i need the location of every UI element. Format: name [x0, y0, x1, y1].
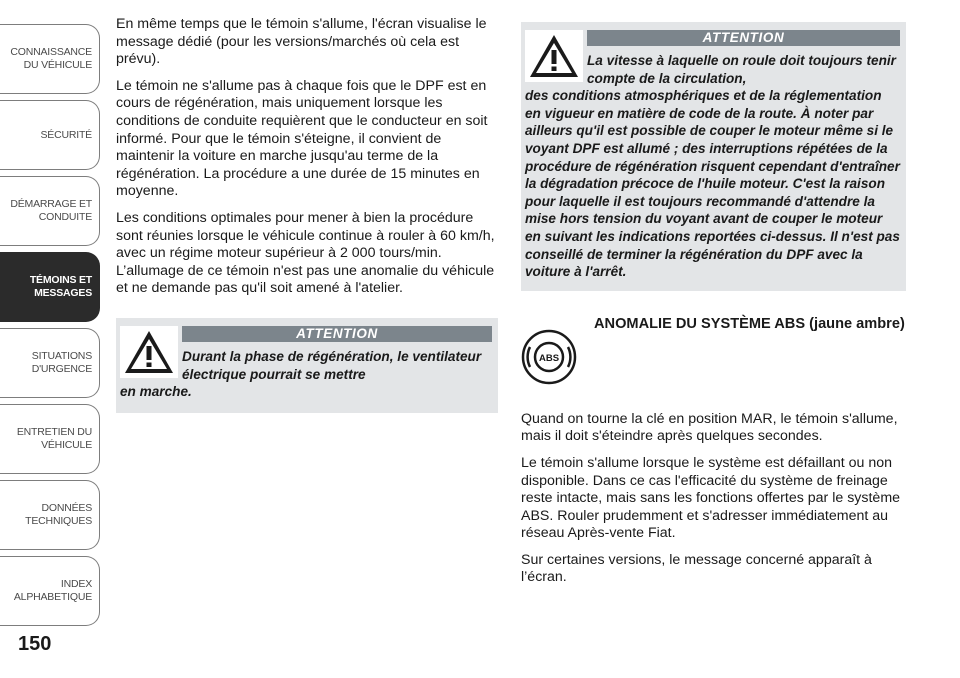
tab-label: INDEX ALPHABETIQUE	[13, 578, 92, 603]
tab-securite[interactable]	[0, 100, 100, 170]
warning-title: ATTENTION	[587, 30, 900, 46]
warning-lead-text: La vitesse à laquelle on roule doit toujours tenir compte de la circulation,	[587, 53, 896, 86]
right-column	[521, 22, 906, 596]
tab-label: TÉMOINS ET MESSAGES	[29, 274, 92, 299]
tab-situations-d-urgence[interactable]	[0, 328, 100, 398]
abs-section	[521, 315, 906, 385]
left-column	[116, 16, 498, 413]
tab-donnees-techniques[interactable]	[0, 480, 100, 550]
tab-connaissance-du-vehicule[interactable]	[0, 24, 100, 94]
paragraph: Sur certaines versions, le message concerné apparaît à l’écran.	[521, 551, 872, 586]
tab-label: DONNÉES TECHNIQUES	[25, 502, 92, 527]
tab-label: SITUATIONS D'URGENCE	[31, 350, 92, 375]
abs-body	[521, 411, 906, 587]
abs-warning-light-icon	[521, 329, 577, 385]
warning-text: en marche.	[120, 384, 192, 400]
warning-lead-text: Durant la phase de régénération, le ventilateur électrique pourrait se mettre	[182, 348, 482, 382]
section-heading	[594, 315, 905, 333]
warning-box-regeneration	[116, 318, 498, 413]
tab-index-alphabetique[interactable]	[0, 556, 100, 626]
paragraph: Le témoin ne s'allume pas à chaque fois que le DPF est en cours de régénération, mais uniquement lorsque les conditions de conduite requièrent que le conducteur en soit informé. Pour que le témoin s'éteigne, il convient de maintenir la voiture en marche jusqu'au terme de la régénération. La procédure a une durée de 15 minutes en moyenne.	[116, 77, 488, 200]
tab-label: SÉCURITÉ	[40, 128, 92, 141]
tab-temoins-et-messages[interactable]	[0, 252, 100, 322]
heading-color-note: (jaune ambre)	[805, 315, 905, 332]
paragraph: Quand on tourne la clé en position MAR, le témoin s'allume, mais il doit s'éteindre après quelques secondes.	[521, 410, 898, 445]
warning-triangle-icon	[120, 326, 178, 378]
warning-text: des conditions atmosphériques et de la réglementation en vigueur en matière de code de la route. À noter par ailleurs qu'il est possible de couper le moteur même si le voyant DPF est allumé ; des interruptions répétées de la procédure de régénération risquent cependant d'entraîner la dégradation précoce de l'huile moteur. C'est la raison pour laquelle il est toujours recommandé d'attendre la mise hors tension du voyant avant de couper le moteur en suivant les indications reportées ci-dessus. Il n'est pas conseillé de terminer la régénération du DPF avec la voiture à l'arrêt.	[525, 88, 900, 280]
page-number: 150	[18, 633, 52, 655]
tab-label: CONNAISSANCE DU VÉHICULE	[10, 46, 92, 71]
warning-title: ATTENTION	[182, 326, 492, 342]
tab-demarrage-et-conduite[interactable]	[0, 176, 100, 246]
paragraph: En même temps que le témoin s'allume, l'écran visualise le message dédié (pour les versions/marchés où cela est prévu).	[116, 16, 487, 68]
tab-entretien-du-vehicule[interactable]	[0, 404, 100, 474]
tab-label: DÉMARRAGE ET CONDUITE	[10, 198, 92, 223]
paragraph: Le témoin s'allume lorsque le système est défaillant ou non disponible. Dans ce cas l'efficacité du système de freinage reste intacte, mais sans les fonctions offertes par le système ABS. Rouler prudemment et s'adresser immédiatement au réseau Après-vente Fiat.	[521, 454, 901, 542]
heading-bold: ANOMALIE DU SYSTÈME ABS	[594, 315, 806, 332]
warning-box-speed	[521, 22, 906, 291]
abs-icon-label: ABS	[538, 352, 560, 364]
warning-triangle-icon	[525, 30, 583, 82]
tab-label: ENTRETIEN DU VÉHICULE	[16, 426, 92, 451]
paragraph: Les conditions optimales pour mener à bien la procédure sont réunies lorsque le véhicule continue à rouler à 60 km/h, avec un régime moteur supérieur à 2 000 tours/min. L’allumage de ce témoin n'est pas une anomalie du véhicule et ne demande pas qu'il soit amené à l'atelier.	[116, 209, 495, 297]
